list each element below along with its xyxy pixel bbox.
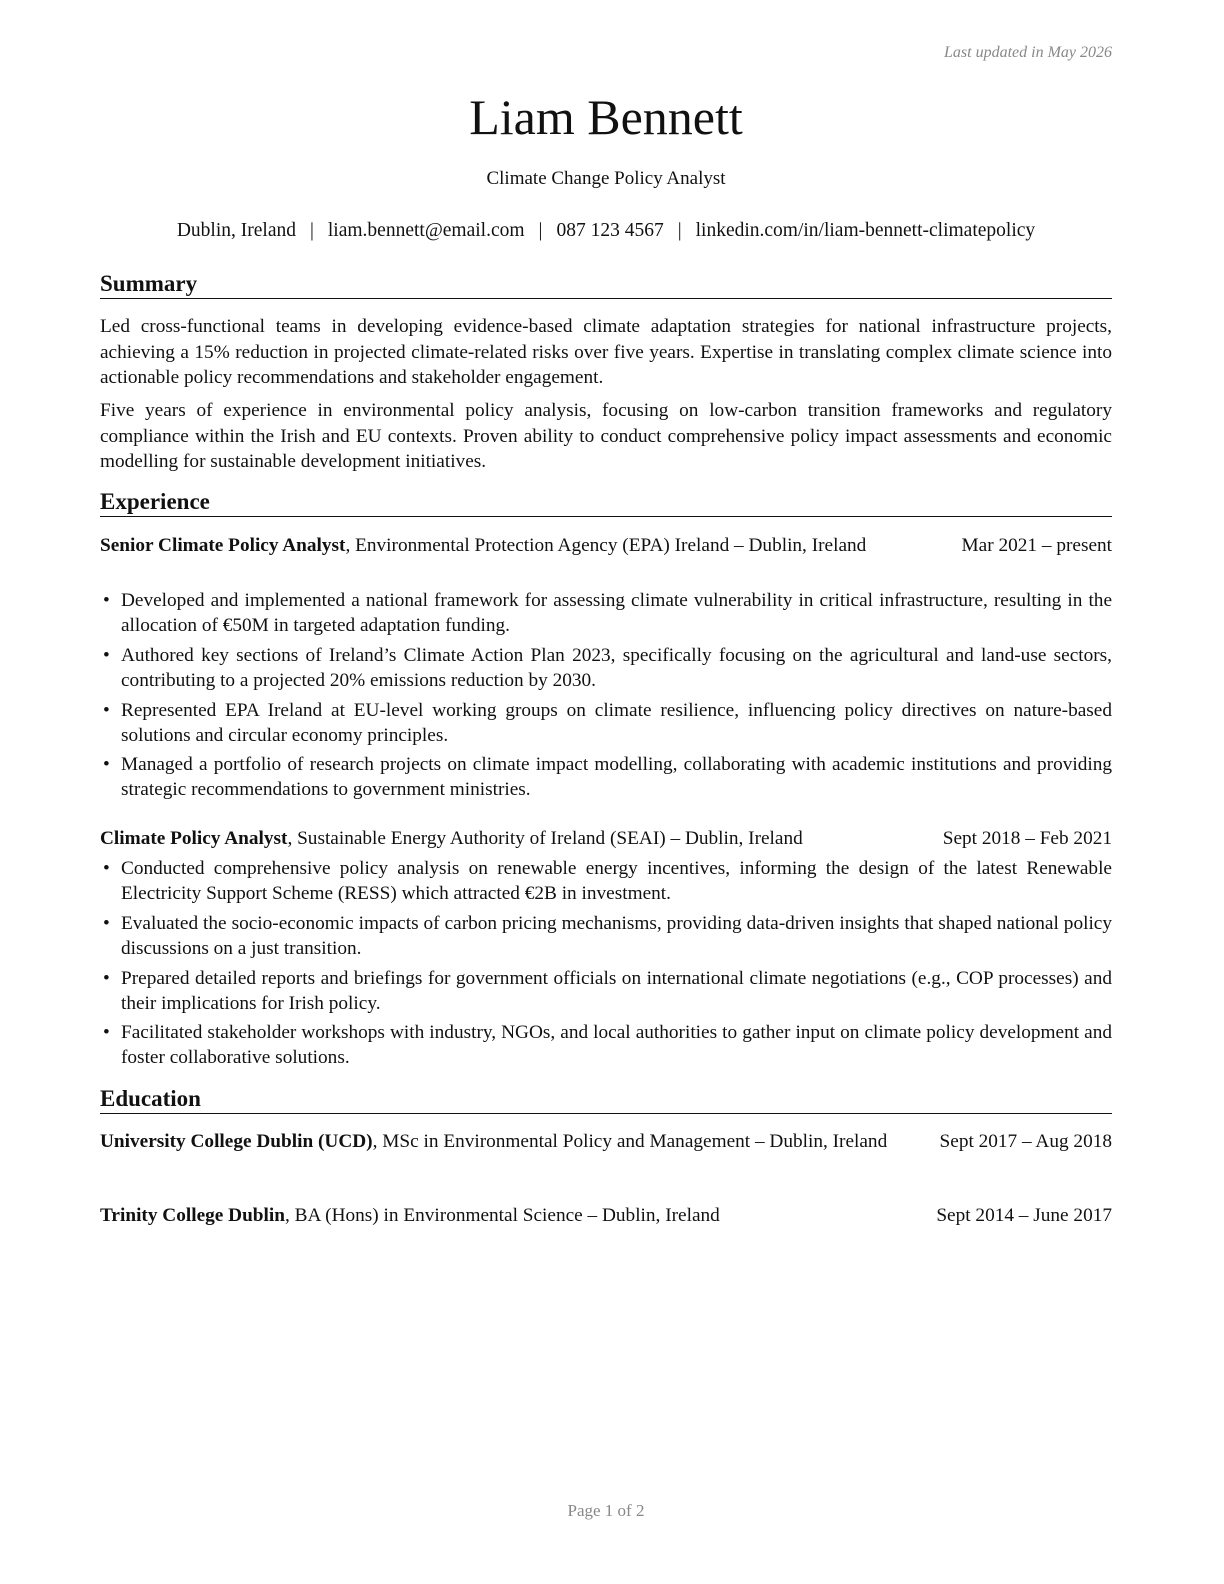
candidate-name: Liam Bennett <box>469 89 743 145</box>
candidate-title: Climate Change Policy Analyst <box>486 168 726 189</box>
education-dates: Sept 2017 – Aug 2018 <box>939 1131 1112 1152</box>
list-item <box>100 752 1112 802</box>
list-item <box>100 643 1112 693</box>
job-dates: Sept 2018 – Feb 2021 <box>942 828 1112 849</box>
summary-heading: Summary <box>100 271 1112 299</box>
contact-linkedin[interactable]: linkedin.com/in/liam-bennett-climatepolicy <box>695 220 1036 241</box>
job-title-line <box>100 533 1112 558</box>
list-item <box>100 1020 1112 1070</box>
bullet-text: Evaluated the socio-economic impacts of carbon pricing mechanisms, providing data-driven insights that shaped national policy discussions on a just transition. <box>121 912 1112 959</box>
job-header <box>100 826 1112 851</box>
job-organization: , Environmental Protection Agency (EPA) Ireland – Dublin, Ireland <box>345 535 867 556</box>
bullet-text: Conducted comprehensive policy analysis on renewable energy incentives, informing the design of the latest Renewable Electricity Support Scheme (RESS) which attracted €2B in investment. <box>121 858 1112 904</box>
contact-separator: | <box>677 220 682 241</box>
last-updated-note: Last updated in May 2026 <box>944 44 1112 61</box>
bullet-icon: • <box>103 754 110 776</box>
contact-location: Dublin, Ireland <box>176 220 296 241</box>
bullet-icon: • <box>103 590 110 611</box>
list-item <box>100 698 1112 748</box>
job-header <box>100 533 1112 558</box>
contact-separator: | <box>309 220 314 241</box>
bullet-text: Facilitated stakeholder workshops with industry, NGOs, and local authorities to gather input on climate policy development and foster collaborative solutions. <box>121 1022 1112 1069</box>
bullet-icon: • <box>103 967 110 989</box>
school-name: University College Dublin (UCD) <box>100 1131 373 1152</box>
bullet-icon: • <box>103 644 110 666</box>
school-name: Trinity College Dublin <box>100 1205 285 1226</box>
contact-email[interactable]: liam.bennett@email.com <box>327 220 525 241</box>
contact-separator: | <box>538 220 543 241</box>
bullet-icon: • <box>103 912 110 934</box>
bullet-icon: • <box>103 699 110 721</box>
education-dates: Sept 2014 – June 2017 <box>936 1205 1112 1226</box>
list-item <box>100 911 1112 961</box>
summary-paragraph: Five years of experience in environmental policy analysis, focusing on low-carbon transition frameworks and regulatory compliance within the Irish and EU contexts. Proven ability to conduct comprehensive policy impact assessments and economic modelling for sustainable development initiatives. <box>100 400 1112 472</box>
contact-phone: 087 123 4567 <box>556 220 664 241</box>
education-entry <box>100 1129 1112 1154</box>
job-dates: Mar 2021 – present <box>961 535 1112 556</box>
job-role: Senior Climate Policy Analyst <box>100 535 346 556</box>
education-heading: Education <box>100 1086 1112 1114</box>
bullet-text: Authored key sections of Ireland’s Climate Action Plan 2023, specifically focusing on the agricultural and land-use sectors, contributing to a projected 20% emissions reduction by 2030. <box>121 644 1112 691</box>
degree-info: , BA (Hons) in Environmental Science – Dublin, Ireland <box>284 1205 720 1226</box>
contact-line <box>80 220 1132 242</box>
bullet-text: Developed and implemented a national framework for assessing climate vulnerability in critical infrastructure, resulting in the allocation of €50M in targeted adaptation funding. <box>121 590 1112 636</box>
job-role: Climate Policy Analyst <box>100 828 288 849</box>
list-item <box>100 588 1112 638</box>
education-entry <box>100 1203 1112 1228</box>
bullet-icon: • <box>103 858 110 879</box>
job-organization: , Sustainable Energy Authority of Ireland (SEAI) – Dublin, Ireland <box>287 828 803 849</box>
list-item <box>100 966 1112 1016</box>
bullet-text: Managed a portfolio of research projects on climate impact modelling, collaborating with academic institutions and providing strategic recommendations to government ministries. <box>121 754 1112 801</box>
bullet-text: Prepared detailed reports and briefings for government officials on international climate negotiations (e.g., COP processes) and their implications for Irish policy. <box>121 967 1112 1014</box>
bullet-icon: • <box>103 1022 110 1044</box>
job-bullets <box>100 588 1112 807</box>
experience-heading: Experience <box>100 489 1112 517</box>
list-item <box>100 856 1112 906</box>
job-bullets <box>100 856 1112 1075</box>
degree-info: , MSc in Environmental Policy and Management – Dublin, Ireland <box>372 1131 888 1152</box>
bullet-text: Represented EPA Ireland at EU-level working groups on climate resilience, influencing policy directives on nature-based solutions and circular economy principles. <box>121 699 1112 746</box>
summary-paragraph: Led cross-functional teams in developing evidence-based climate adaptation strategies for national infrastructure projects, achieving a 15% reduction in projected climate-related risks over five years. Expertise in translating complex climate science into actionable policy recommendations and stakeholder engagement. <box>100 316 1112 388</box>
page-number: Page 1 of 2 <box>567 1501 645 1520</box>
